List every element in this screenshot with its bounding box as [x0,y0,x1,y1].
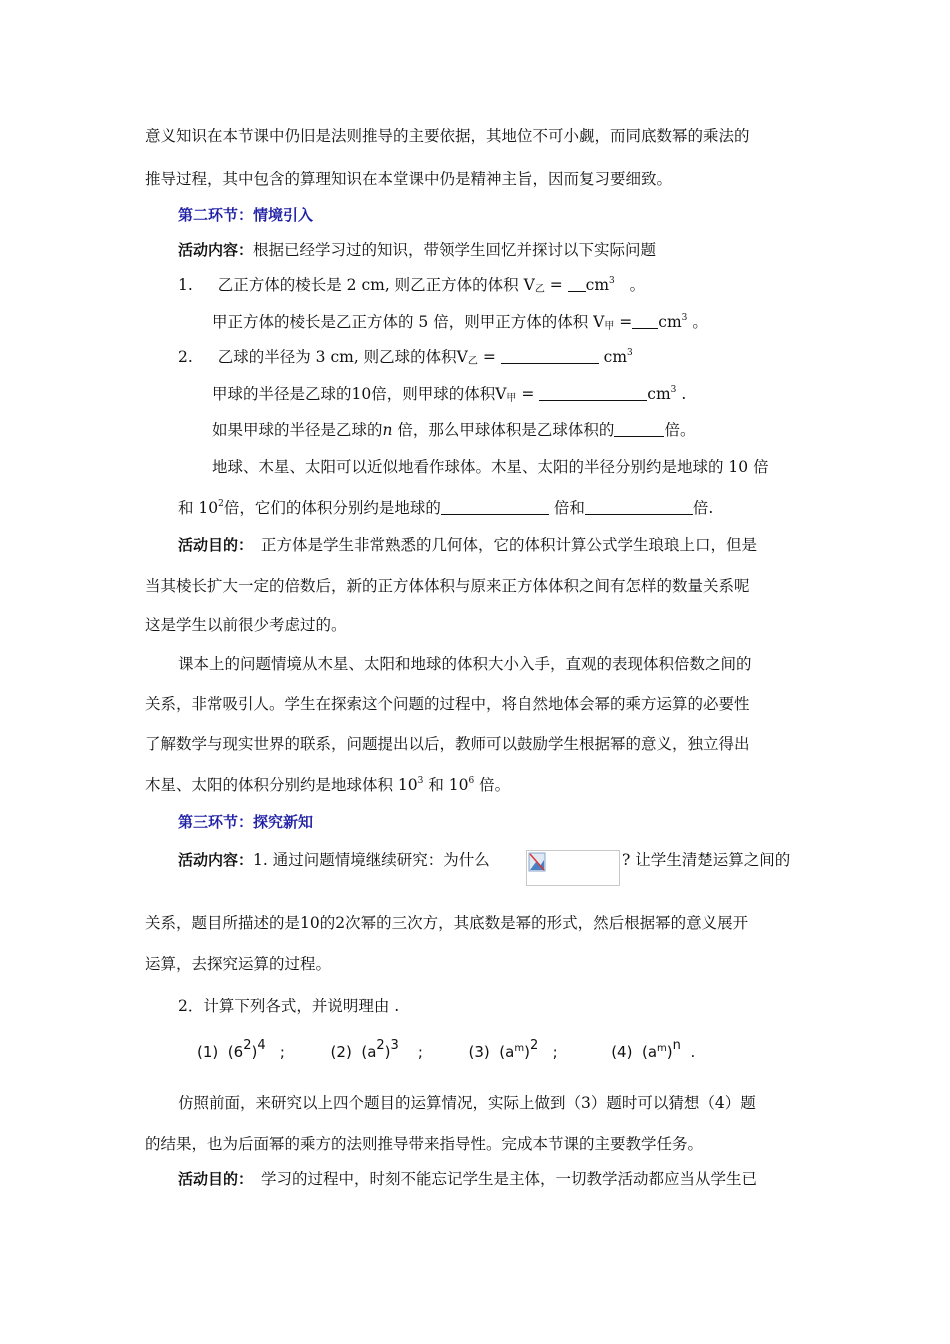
q2-b-eq: = [516,385,540,403]
goal-line-3: 这是学生以前很少考虑过的。 [145,616,347,634]
section2-heading: 第二环节：情境引入 [178,206,314,224]
para-4-end: 倍。 [474,776,511,794]
activity3-label: 活动内容： [178,851,254,869]
activity3-line-3: 运算，去探究运算的过程。 [145,955,332,973]
q1-number: 1. [178,276,193,294]
para-line-3: 了解数学与现实世界的联系，问题提出以后，教师可以鼓励学生根据幂的意义，独立得出 [145,735,750,753]
activity3-line-2: 关系，题目所描述的是10的2次幂的三次方，其底数是幂的形式，然后根据幂的意义展开 [145,914,749,932]
q2-a-eq: = [477,348,501,366]
activity3-text-post: ? 让学生清楚运算之间的 [622,851,791,869]
q2-e-blank-1 [441,498,549,515]
broken-image [526,850,620,886]
section2-activity [178,239,656,261]
broken-image-icon [528,852,546,872]
q2-e-blank-2 [585,498,693,515]
section3-para-2: 的结果，也为后面幂的乘方的法则推导带来指导性。完成本节课的主要教学任务。 [145,1135,704,1153]
q2-line-e [178,497,713,519]
intro-line-2: 推导过程，其中包含的算理知识在本堂课中仍是精神主旨，因而复习要细致。 [145,170,673,188]
q2-b-sub: 甲 [506,393,517,404]
q2-c-var: n [382,421,393,439]
q2-c-mid: 倍，那么甲球体积是乙球体积的 [392,421,615,439]
q2-a-text: 乙球的半径为 3 cm, 则乙球的体积V [217,348,468,366]
q2-b-blank [539,384,647,401]
q1-a-blank [568,275,586,292]
q2-line-b [212,383,686,410]
q2-c-blank [614,420,664,437]
section3-para-1: 仿照前面，来研究以上四个题目的运算情况，实际上做到（3）题时可以猜想（4）题 [178,1094,756,1112]
q1-a-unit: cm [585,276,610,294]
q1-b-unit: cm [658,313,682,331]
q2-a-unit: cm [598,348,628,366]
q1-b-exp: 3 [681,313,688,323]
formula-4: (4) $(a^m)n$ . [611,1038,696,1061]
formula-1: (1) (62)4 ; [197,1038,285,1061]
formula-2: (2) (a2)3 ; [330,1038,423,1061]
formula-row [197,1038,696,1063]
q1-b-end: 。 [687,313,708,331]
q2-e-mid2: 倍和 [548,499,585,517]
section3-activity [178,849,490,871]
goal-label: 活动目的： [178,536,254,554]
para-4-exp2: 6 [468,776,475,786]
activity-text: 根据已经学习过的知识，带领学生回忆并探讨以下实际问题 [253,241,657,259]
para-line-4 [145,774,510,796]
q2-e-pre: 和 10 [178,499,219,517]
activity3-text-1: 1. 通过问题情境继续研究：为什么 [253,851,490,869]
q1-b-blank [632,312,658,329]
q2-a-exp: 3 [627,348,633,358]
q2-b-exp: 3 [670,385,677,395]
q1-a-text: 乙正方体的棱长是 2 cm, 则乙正方体的体积 V [217,276,535,294]
section2-goal [178,534,757,556]
q2-b-end: . [676,385,687,403]
q2-c-end: 倍。 [664,421,696,439]
q1-a-end: 。 [629,276,646,294]
goal-text-1: 正方体是学生非常熟悉的几何体，它的体积计算公式学生琅琅上口，但是 [261,536,758,554]
q2-e-exp: 2 [218,499,224,509]
q2-b-text: 甲球的半径是乙球的10倍，则甲球的体积V [212,385,507,403]
q2-b-unit: cm [647,385,671,403]
q2-line-d: 地球、木星、太阳可以近似地看作球体。木星、太阳的半径分别约是地球的 10 倍 [212,458,769,476]
q1-a-sub: 乙 [534,284,545,295]
q2-line-c [212,419,695,441]
intro-line-1: 意义知识在本节课中仍旧是法则推导的主要依据，其地位不可小觑，而同底数幂的乘法的 [145,127,750,145]
q1-b-sub: 甲 [604,321,615,332]
q1-line-b [212,311,708,338]
q2-e-mid: 倍，它们的体积分别约是地球的 [223,499,441,517]
goal-line-2: 当其棱长扩大一定的倍数后，新的正方体体积与原来正方体体积之间有怎样的数量关系呢 [145,577,750,595]
para-4-mid: 和 10 [423,776,469,794]
q2-a-sub: 乙 [467,356,478,367]
q1-a-exp: 3 [609,276,615,286]
para-line-2: 关系，非常吸引人。学生在探索这个问题的过程中，将自然地体会幂的乘方运算的必要性 [145,695,750,713]
para-line-1: 课本上的问题情境从木星、太阳和地球的体积大小入手，直观的表现体积倍数之间的 [178,655,752,673]
calc-intro: 2．计算下列各式，并说明理由 . [178,997,400,1015]
goal3-text-1: 学习的过程中，时刻不能忘记学生是主体，一切教学活动都应当从学生已 [261,1170,758,1188]
q2-c-text: 如果甲球的半径是乙球的 [212,421,383,439]
q2-e-end: 倍. [692,499,714,517]
activity-label: 活动内容： [178,241,254,259]
q1-b-eq: = [614,313,633,331]
q2-number: 2. [178,348,193,366]
para-4-pre: 木星、太阳的体积分别约是地球体积 10 [145,776,418,794]
section3-heading: 第三环节：探究新知 [178,813,314,831]
q2-line-a [178,346,633,373]
section3-goal [178,1168,757,1190]
q1-a-eq: = [544,276,568,294]
para-4-exp1: 3 [417,776,424,786]
goal3-label: 活动目的： [178,1170,254,1188]
q1-line-a [178,274,645,301]
q1-b-text: 甲正方体的棱长是乙正方体的 5 倍，则甲正方体的体积 V [212,313,605,331]
q2-a-blank [501,347,599,364]
formula-3: (3) $(a^m)2$ ; [468,1038,558,1061]
